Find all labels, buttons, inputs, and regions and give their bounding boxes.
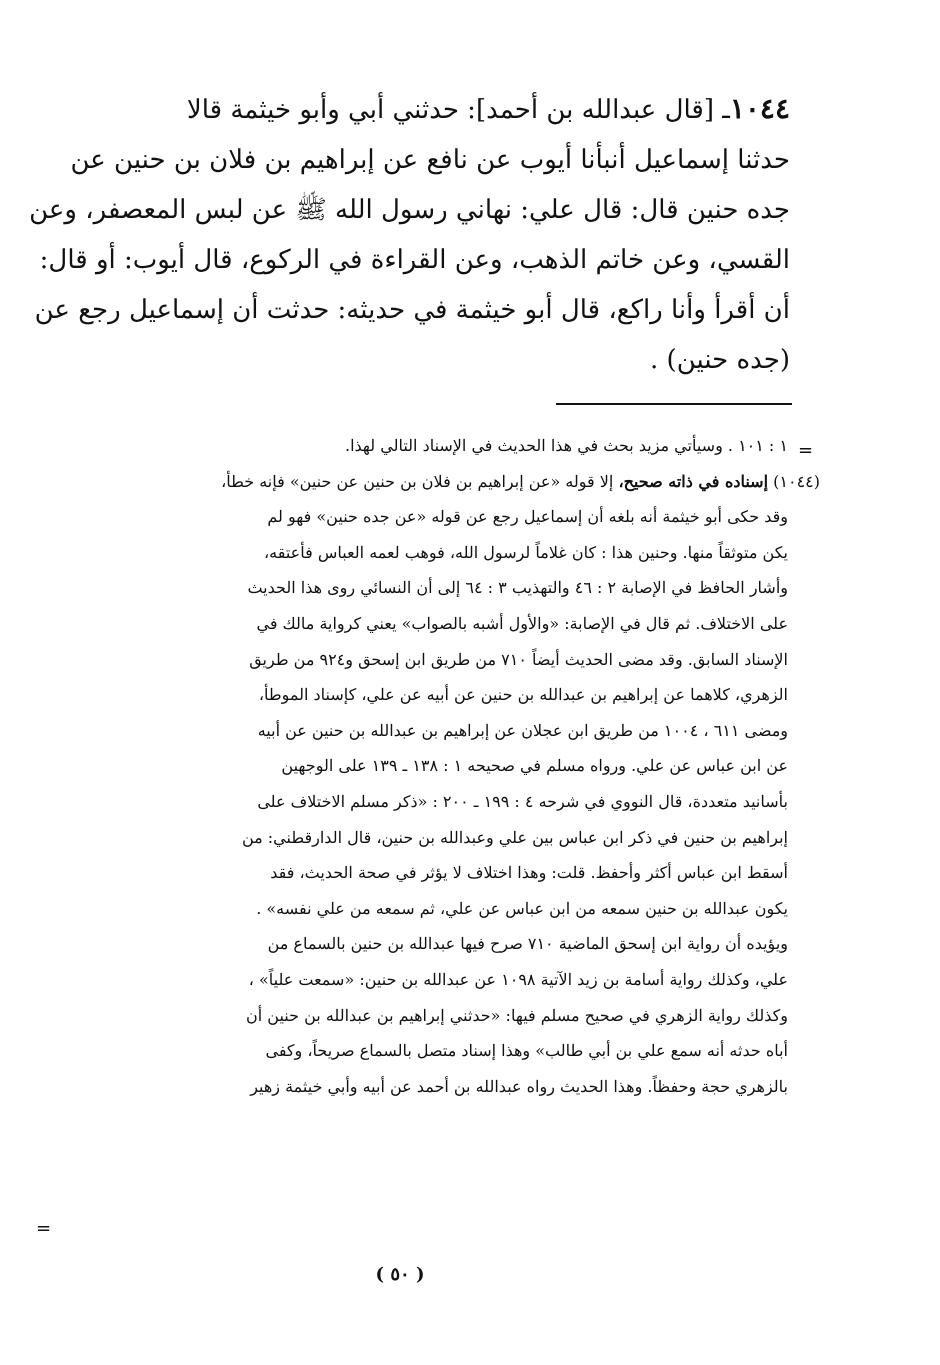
footnotes: [120, 428, 820, 1104]
continuation-mark-top: =: [798, 440, 814, 461]
footnote-header-line: [120, 464, 820, 500]
footnote-line: وقد حكى أبو خيثمة أنه بلغه أن إسماعيل رجع عن قوله «عن جده حنين» فهو لم: [267, 507, 788, 527]
footnote-line: بأسانيد متعددة، قال النووي في شرحه ٤ : ١٩٩ ـ ٢٠٠ : «ذكر مسلم الاختلاف على: [257, 791, 788, 811]
footnote-line: وكذلك رواية الزهري في صحيح مسلم فيها: «حدثني إبراهيم بن عبدالله بن حنين أن: [246, 1005, 788, 1025]
footnote-line: يكن متوثقاً منها. وحنين هذا : كان غلاماً لرسول الله، فوهب لعمه العباس فأعتقه،: [264, 542, 788, 562]
footnote-line: ١ : ١٠١ . وسيأتي مزيد بحث في هذا الحديث في الإسناد التالي لهذا.: [344, 436, 788, 455]
hadith-text: [29, 84, 790, 385]
footnote-line: بالزهري حجة وحفظاً. وهذا الحديث رواه عبدالله بن أحمد عن أبيه وأبي خيثمة زهير: [250, 1076, 788, 1096]
hadith-line: جده حنين قال: قال علي: نهاني رسول الله ﷺ عن لبس المعصفر، وعن: [29, 195, 790, 225]
hadith-line: أن أقرأ وأنا راكع، قال أبو خيثمة في حديثه: حدثت أن إسماعيل رجع عن: [34, 295, 790, 325]
footnote-verdict: إسناده في ذاته صحيح،: [618, 471, 769, 491]
footnote-line: الإسناد السابق. وقد مضى الحديث أيضاً ٧١٠ من طريق ابن إسحق و٩٢٤ من طريق: [249, 649, 788, 669]
footnote-line: عن ابن عباس عن علي. ورواه مسلم في صحيحه ١ : ١٣٨ ـ ١٣٩ على الوجهين: [281, 756, 788, 776]
footnote-line: ويؤيده أن رواية ابن إسحق الماضية ٧١٠ صرح فيها عبدالله بن حنين بالسماع من: [267, 934, 788, 954]
footnote-line: على الاختلاف. ثم قال في الإصابة: «والأول أشبه بالصواب» يعني كرواية مالك في: [256, 613, 788, 633]
footnote-text: إلا قوله «عن إبراهيم بن فلان بن حنين عن حنين» فإنه خطأ،: [221, 471, 619, 491]
hadith-line: [122, 84, 790, 135]
hadith-line: حدثنا إسماعيل أنبأنا أيوب عن نافع عن إبراهيم بن فلان بن حنين عن: [70, 145, 790, 175]
hadith-line-text: ـ [قال عبدالله بن أحمد]: حدثني أبي وأبو خيثمة قالا: [186, 95, 730, 125]
continuation-mark-bottom: =: [36, 1218, 52, 1239]
hadith-number: ١٠٤٤: [729, 92, 790, 125]
footnote-line: وأشار الحافظ في الإصابة ٢ : ٤٦ والتهذيب ٣ : ٦٤ إلى أن النسائي روى هذا الحديث: [247, 578, 788, 598]
footnote-line: أسقط ابن عباس أكثر وأحفظ. قلت: وهذا اختلاف لا يؤثر في صحة الحديث، فقد: [270, 863, 788, 883]
footnote-divider: [556, 403, 792, 405]
hadith-line: القسي، وعن خاتم الذهب، وعن القراءة في الركوع، قال أيوب: أو قال:: [39, 245, 790, 275]
footnote-line: ومضى ٦١١ ، ١٠٠٤ من طريق ابن عجلان عن إبراهيم بن عبدالله بن حنين عن أبيه: [257, 720, 788, 740]
footnote-line: علي، وكذلك رواية أسامة بن زيد الآتية ١٠٩٨ عن عبدالله بن حنين: «سمعت علياً» ،: [248, 969, 788, 989]
footnote-number: (١٠٤٤): [773, 471, 820, 491]
hadith-line: (جده حنين) .: [650, 345, 790, 375]
footnote-line: الزهري، كلاهما عن إبراهيم بن عبدالله بن حنين عن أبيه عن علي، كإسناد الموطأ،: [258, 685, 788, 705]
footnote-line: إبراهيم بن حنين في ذكر ابن عباس بين علي وعبدالله بن حنين، قال الدارقطني: من: [241, 827, 788, 847]
footnote-line: أباه حدثه أنه سمع علي بن أبي طالب» وهذا إسناد متصل بالسماع صريحاً، وكفى: [265, 1041, 788, 1061]
page-number: ( ٥٠ ): [375, 1264, 425, 1285]
footnote-line: يكون عبدالله بن حنين سمعه من ابن عباس عن علي، ثم سمعه من علي نفسه» .: [256, 898, 788, 918]
